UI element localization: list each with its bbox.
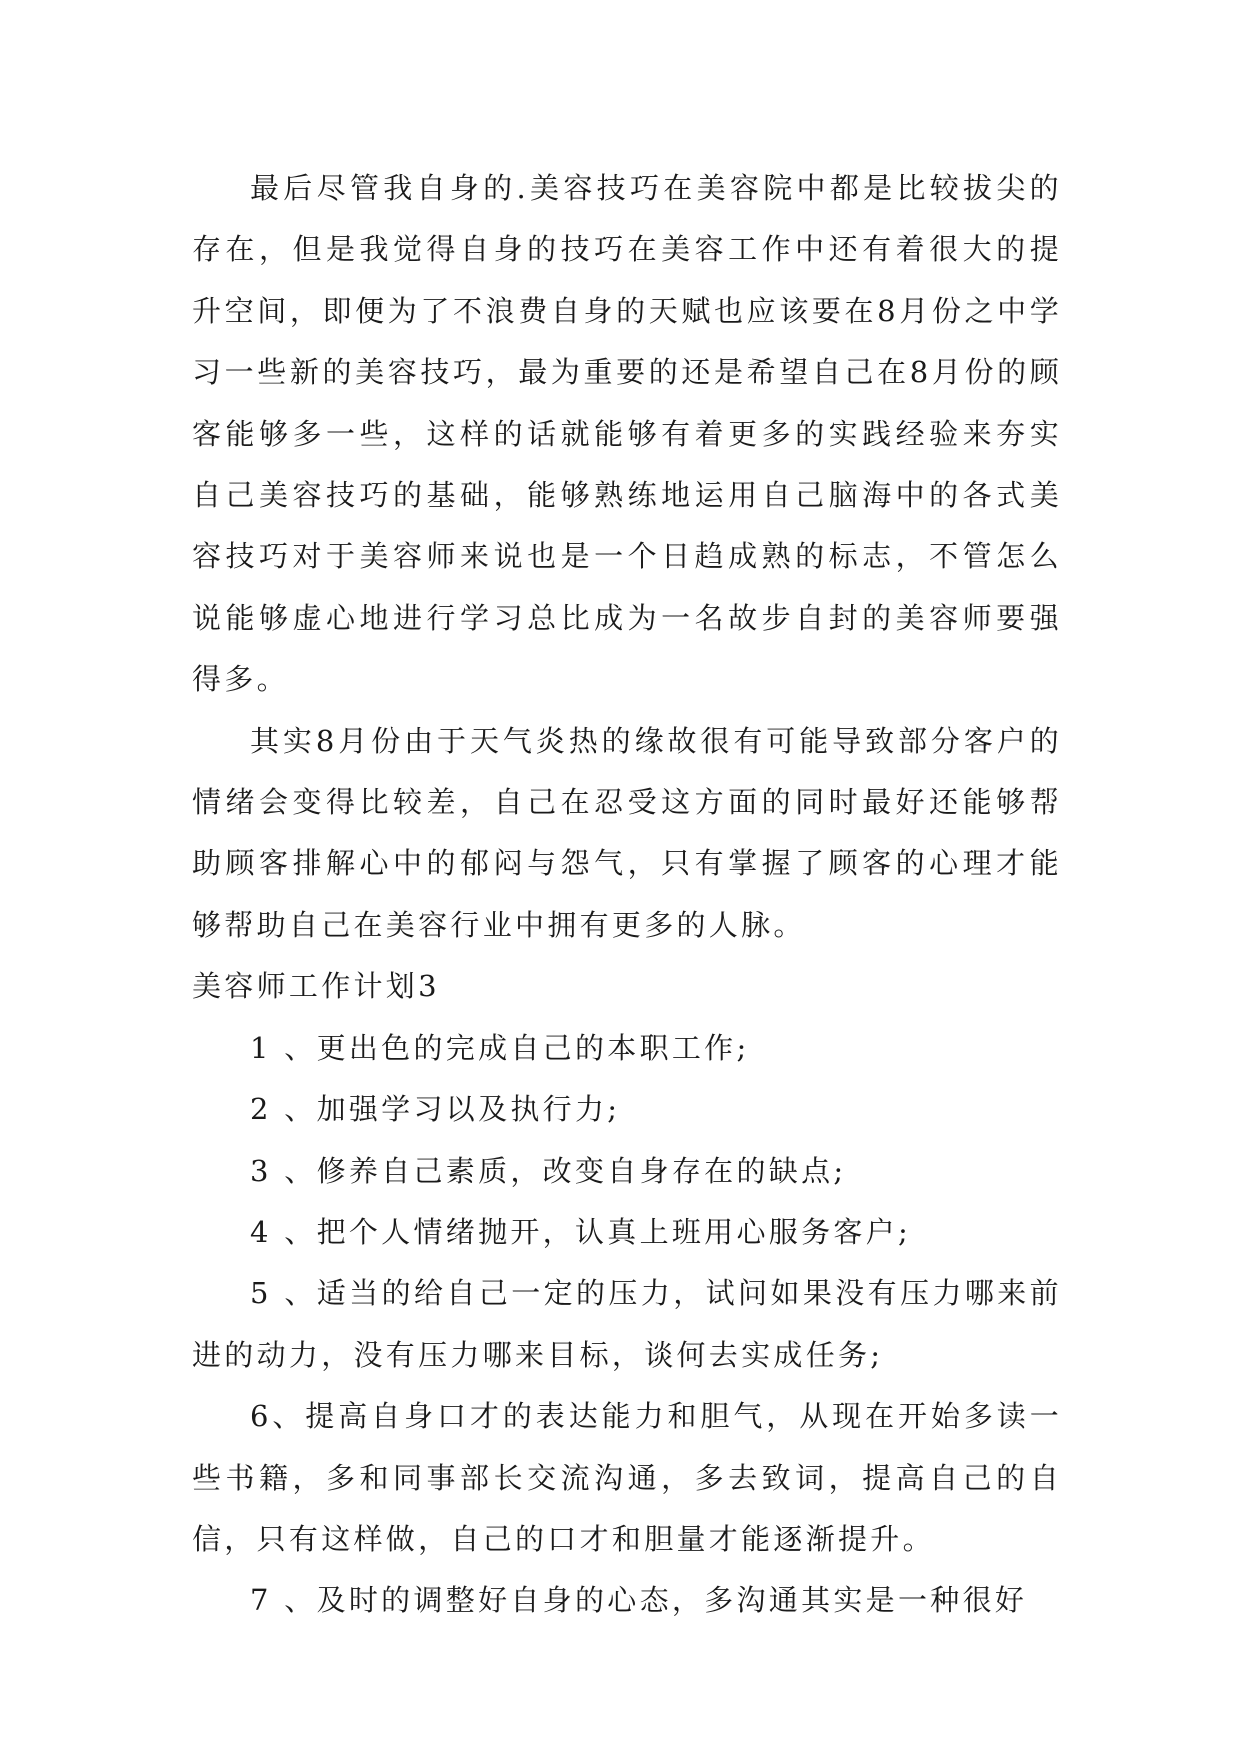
list-item-3: 3 、修养自己素质，改变自身存在的缺点; — [250, 1153, 847, 1188]
list-item-2: 2 、加强学习以及执行力; — [250, 1092, 621, 1127]
list-item-1: 1 、更出色的完成自己的本职工作; — [250, 1030, 750, 1065]
section-heading: 美容师工作计划3 — [192, 969, 440, 1004]
document-body — [192, 158, 1062, 1632]
list-item-4: 4 、把个人情绪抛开，认真上班用心服务客户; — [250, 1214, 912, 1249]
list-item-5: 5 、适当的给自己一定的压力，试问如果没有压力哪来前进的动力，没有压力哪来目标，谈何去实成任务; — [192, 1276, 1062, 1372]
paragraph-skills: 最后尽管我自身的.美容技巧在美容院中都是比较拔尖的存在，但是我觉得自身的技巧在美容工作中还有着很大的提升空间，即便为了不浪费自身的天赋也应该要在8月份之中学习一些新的美容技巧，最为重要的还是希望自己在8月份的顾客能够多一些，这样的话就能够有着更多的实践经验来夯实自己美容技巧的基础，能够熟练地运用自己脑海中的各式美容技巧对于美容师来说也是一个日趋成熟的标志，不管怎么说能够虚心地进行学习总比成为一名故步自封的美容师要强得多。 — [192, 171, 1062, 697]
paragraph-customers: 其实8月份由于天气炎热的缘故很有可能导致部分客户的情绪会变得比较差，自己在忍受这方面的同时最好还能够帮助顾客排解心中的郁闷与怨气，只有掌握了顾客的心理才能够帮助自己在美容行业中拥有更多的人脉。 — [192, 723, 1062, 942]
list-item-6: 6、提高自身口才的表达能力和胆气，从现在开始多读一些书籍，多和同事部长交流沟通，多去致词，提高自己的自信，只有这样做，自己的口才和胆量才能逐渐提升。 — [192, 1399, 1062, 1556]
list-item-7: 7 、及时的调整好自身的心态，多沟通其实是一种很好 — [250, 1583, 1028, 1618]
